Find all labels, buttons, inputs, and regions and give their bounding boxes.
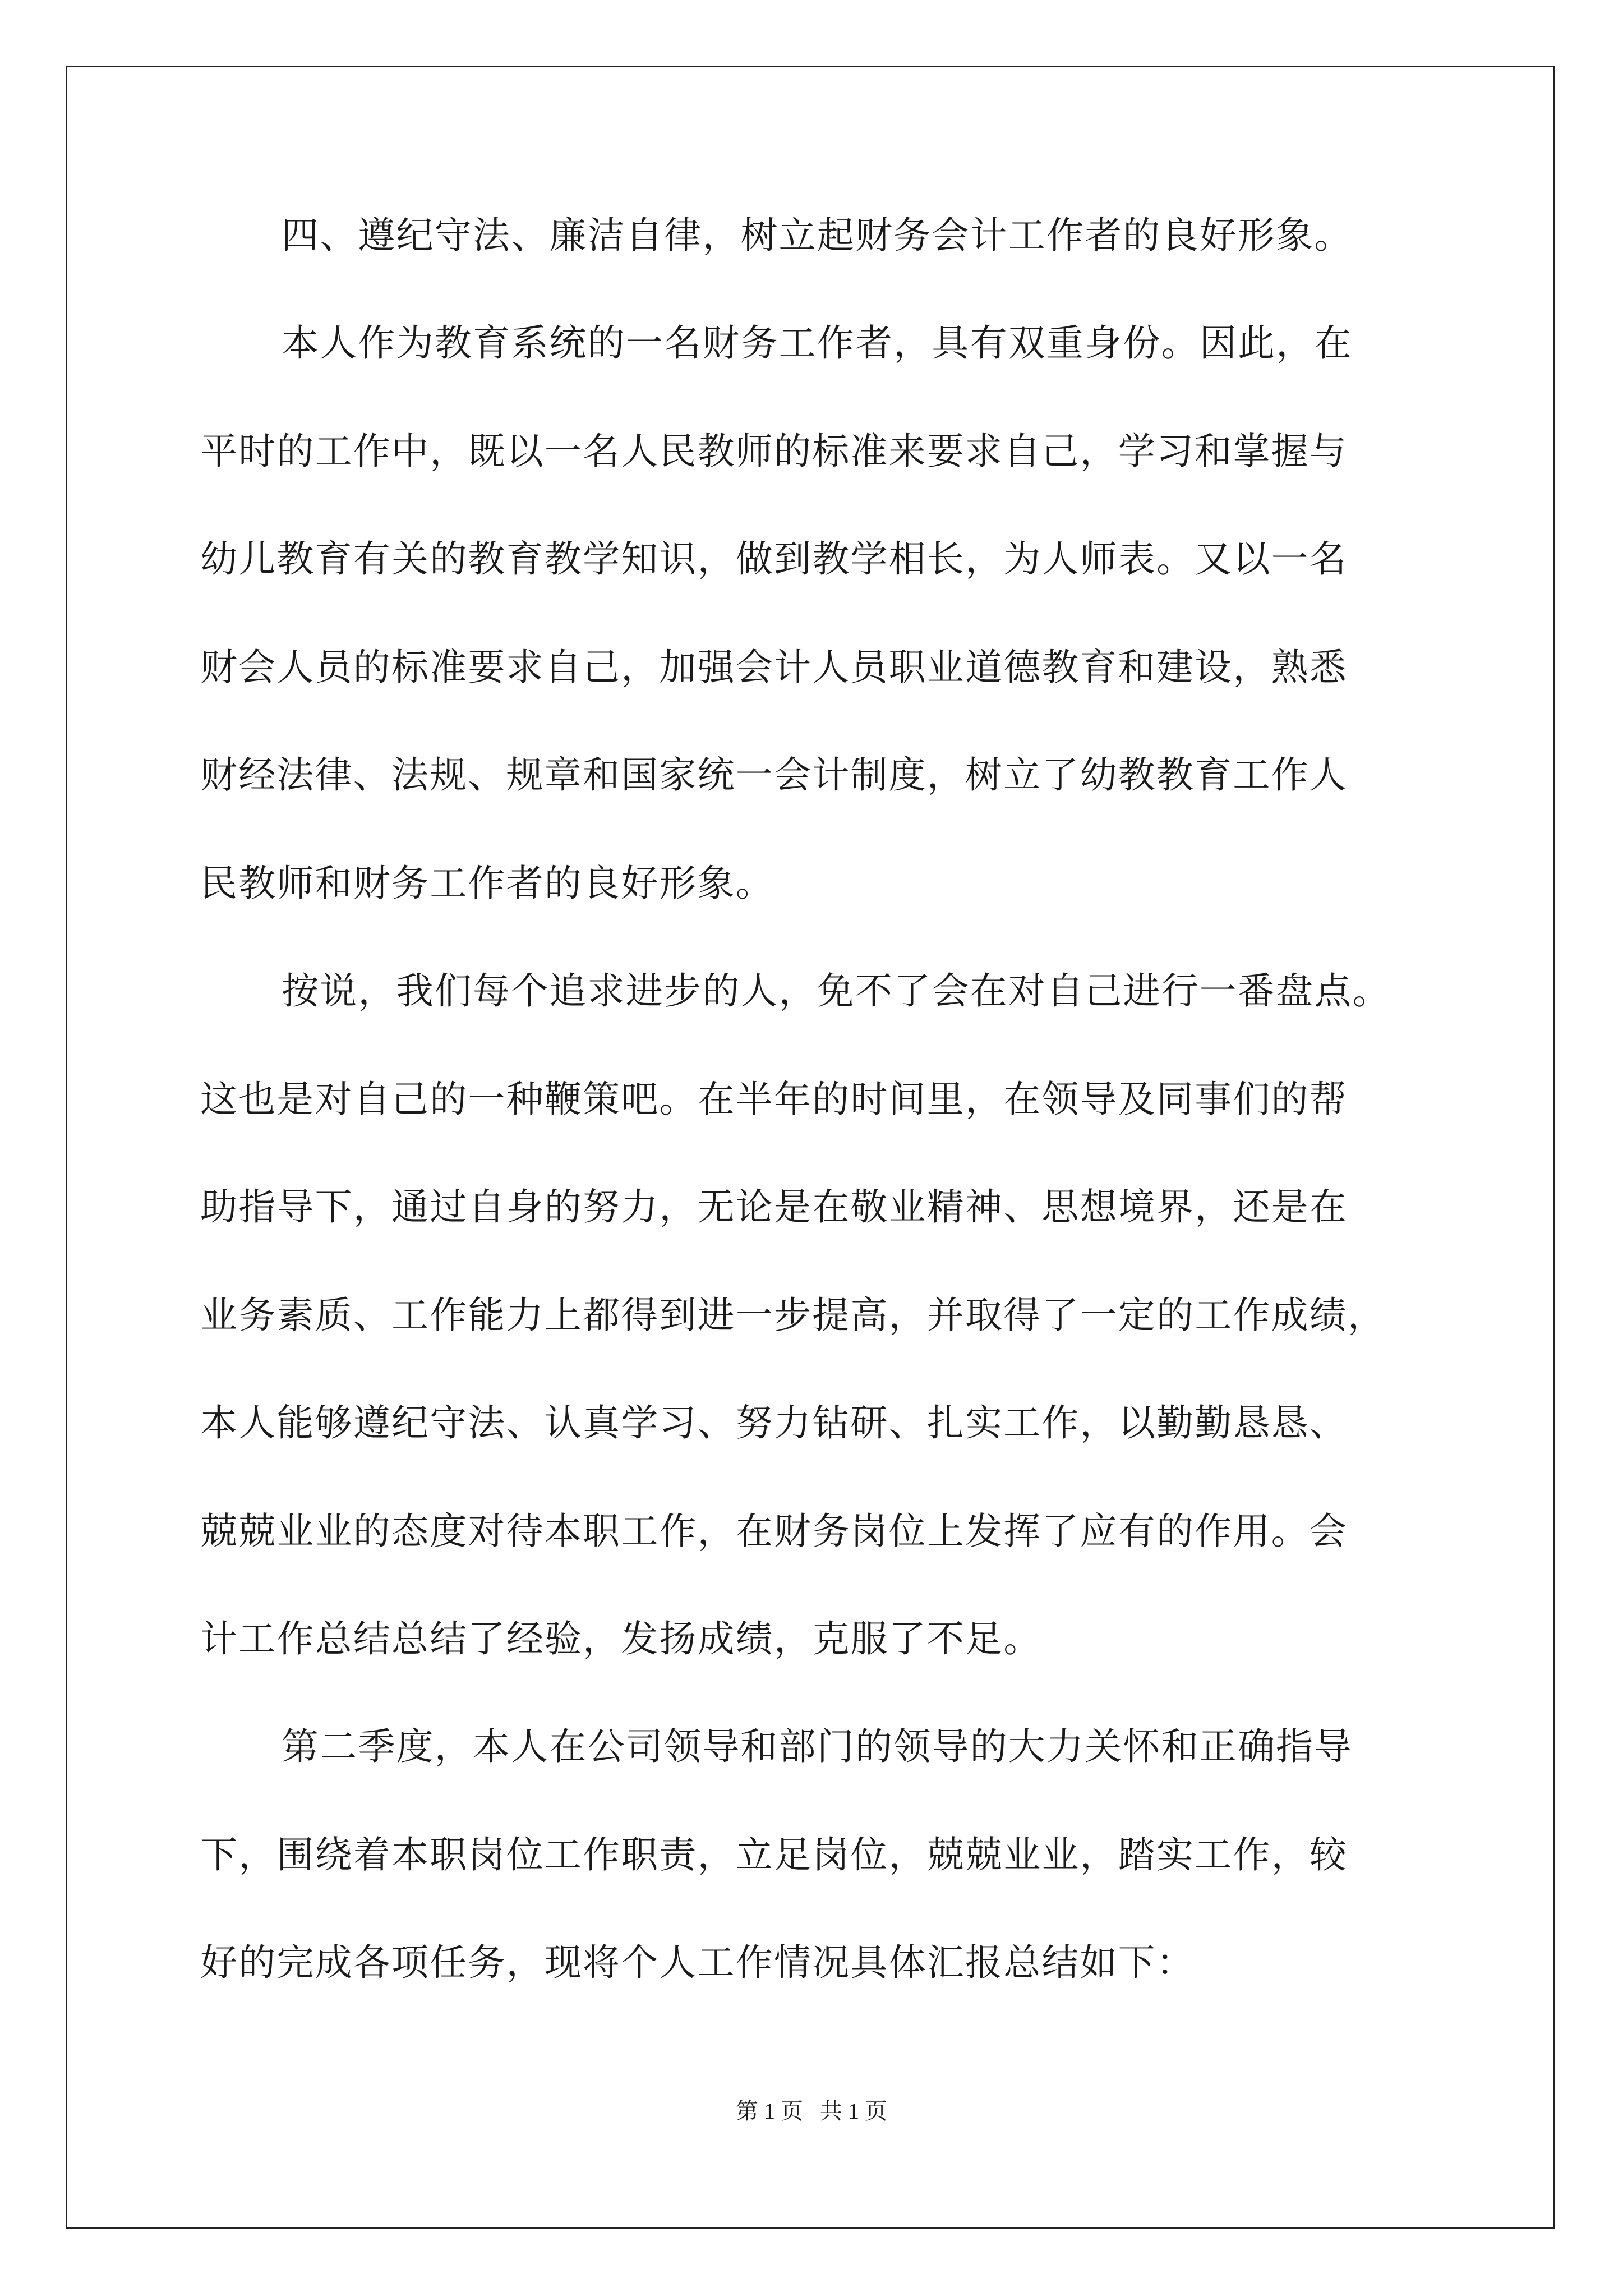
paragraph-2-line-5: 本人能够遵纪守法、认真学习、努力钻研、扎实工作，以勤勤恳恳、 [200,1401,1348,1444]
paragraph-1-line-2: 平时的工作中，既以一名人民教师的标准来要求自己，学习和掌握与 [200,430,1348,473]
page-border [66,66,1555,2229]
paragraph-1-line-1: 本人作为教育系统的一名财务工作者，具有双重身份。因此，在 [282,321,1353,365]
paragraph-1-line-6: 民教师和财务工作者的良好形象。 [200,862,774,905]
paragraph-2-line-7: 计工作总结总结了经验，发扬成绩，克服了不足。 [200,1617,1042,1660]
paragraph-2-line-4: 业务素质、工作能力上都得到进一步提高，并取得了一定的工作成绩， [200,1294,1386,1337]
paragraph-2-line-1: 按说，我们每个追求进步的人，免不了会在对自己进行一番盘点。 [282,969,1391,1013]
paragraph-3-line-2: 下，围绕着本职岗位工作职责，立足岗位，兢兢业业，踏实工作，较 [200,1833,1348,1876]
paragraph-2-line-2: 这也是对自己的一种鞭策吧。在半年的时间里，在领导及同事们的帮 [200,1078,1348,1121]
page-footer: 第 1 页 共 1 页 [736,2099,887,2124]
paragraph-1-line-5: 财经法律、法规、规章和国家统一会计制度，树立了幼教教育工作人 [200,753,1348,797]
paragraph-1-line-4: 财会人员的标准要求自己，加强会计人员职业道德教育和建设，熟悉 [200,646,1348,689]
paragraph-3-line-1: 第二季度，本人在公司领导和部门的领导的大力关怀和正确指导 [282,1725,1353,1768]
paragraph-1-line-3: 幼儿教育有关的教育教学知识，做到教学相长，为人师表。又以一名 [200,537,1348,581]
paragraph-3-line-3: 好的完成各项任务，现将个人工作情况具体汇报总结如下： [200,1941,1195,1984]
paragraph-2-line-3: 助指导下，通过自身的努力，无论是在敬业精神、思想境界，还是在 [200,1185,1348,1228]
paragraph-2-line-6: 兢兢业业的态度对待本职工作，在财务岗位上发挥了应有的作用。会 [200,1510,1348,1553]
heading-line-4: 四、遵纪守法、廉洁自律，树立起财务会计工作者的良好形象。 [282,214,1353,257]
